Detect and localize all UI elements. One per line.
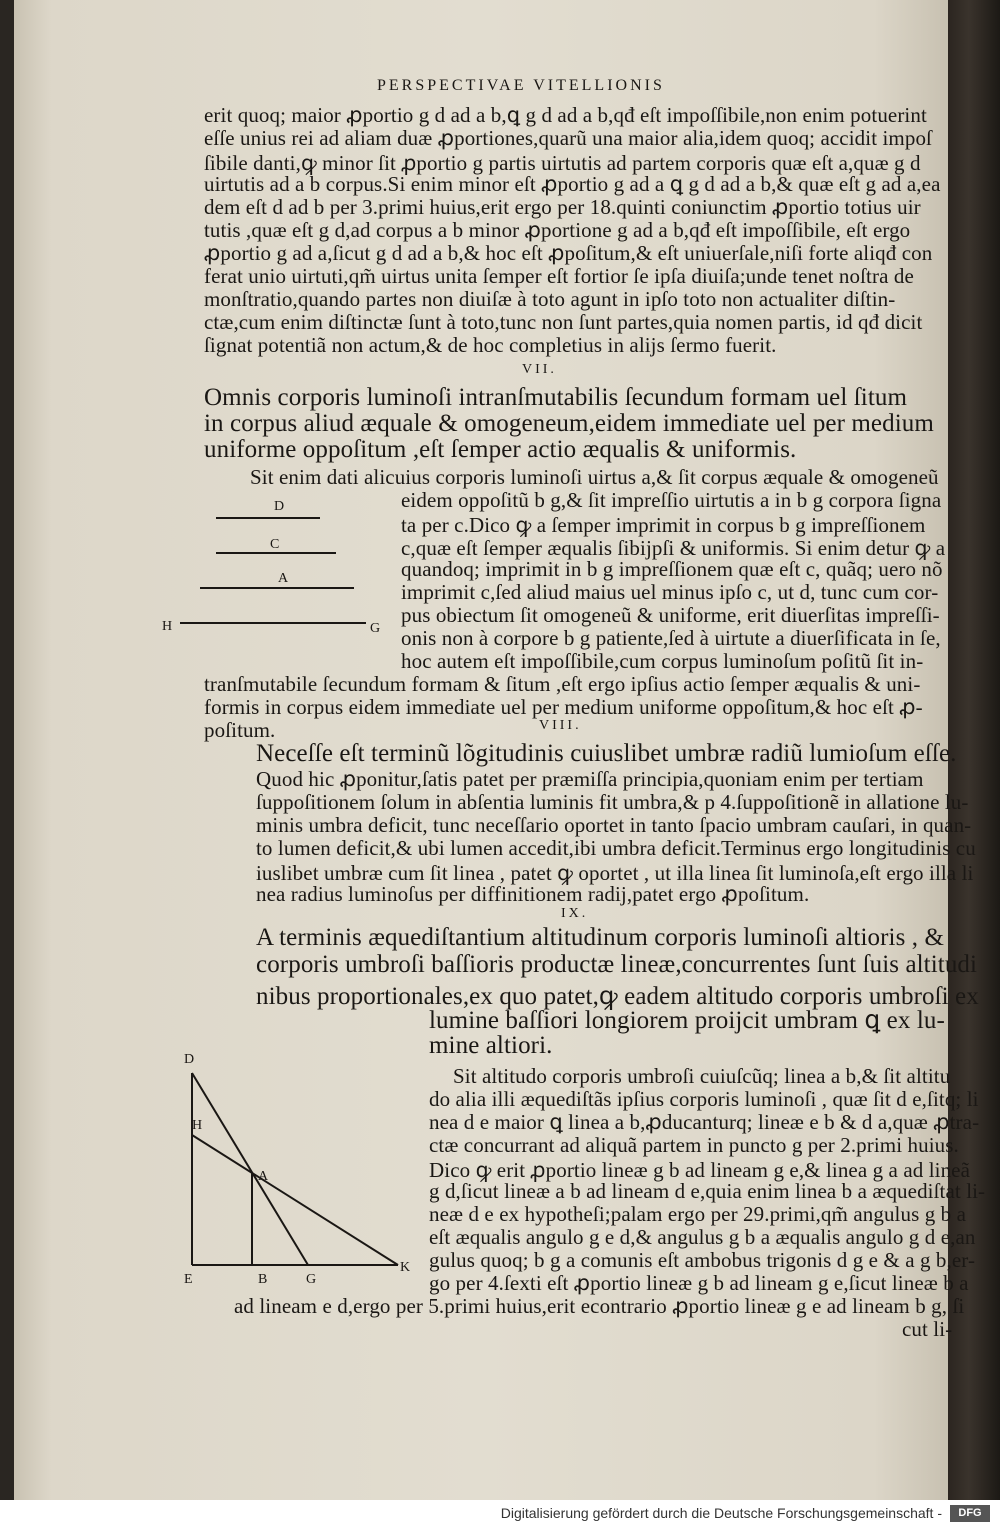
text-line: eſt æqualis angulo g e d,& angulus g b a æqualis angulo g d e,an	[429, 1225, 976, 1249]
proposition-text: in corpus aliud æquale & omogeneum,eidem immediate uel per medium	[204, 410, 934, 437]
text-line: ctæ concurrant ad aliquã partem in puncto g per 2.primi huius.	[429, 1133, 959, 1157]
text-line: c,quæ eſt ſemper æqualis ſibijpſi & uniformis. Si enim detur ꝙ a	[401, 536, 946, 560]
running-head: PERSPECTIVAE VITELLIONIS	[377, 77, 665, 94]
text-line: eſſe unius rei ad aliam duæ ꝓportiones,quarũ una maior alia,idem quoq; accidit impoſ	[204, 126, 932, 150]
text-line: iuslibet umbræ cum ſit linea , patet ꝙ oportet , ut illa linea ſit luminoſa,eſt ergo illa li	[256, 861, 974, 885]
proposition-text: lumine baſſiori longiorem proijcit umbram ꝗ ex lu-	[429, 1007, 945, 1034]
label-g: G	[306, 1272, 317, 1287]
text-line: nea d e maior ꝗ linea a b,ꝓducanturq; lineæ e b & d a,quæ ꝓtra-	[429, 1110, 980, 1134]
text-line: ſignat potentiã non actum,& de hoc completius in alijs ſermo fuerit.	[204, 333, 777, 357]
line-dg	[192, 1073, 308, 1265]
book-gutter	[0, 0, 14, 1500]
text-line: neæ d e ex hypotheſi;palam ergo per 29.primi,qm̃ angulus g b a	[429, 1202, 967, 1226]
text-line: onis non à corpore b g patiente,ſed à uirtute a diuerſificata in ſe,	[401, 626, 941, 650]
text-line: g d,ſicut lineæ a b ad lineam d e,quia enim linea b a æquediſtat li-	[429, 1179, 986, 1203]
text-line: minis umbra deficit, tunc neceſſario oportet in tanto ſpacio umbram cauſari, in quan-	[256, 813, 972, 837]
proposition-text: corporis umbroſi baſſioris productæ lineæ,concurrentes ſunt ſuis altitudi	[256, 951, 978, 978]
label-a: A	[278, 571, 289, 586]
proposition-number: VII.	[522, 362, 557, 377]
text-line: ctæ,cum enim diſtinctæ ſunt à toto,tunc non ſunt partes,quia nomen partis, id qđ dicit	[204, 310, 923, 334]
text-line: Sit enim dati alicuius corporis luminoſi uirtus a,& ſit corpus æquale & omogeneũ	[250, 465, 939, 489]
proposition-number: IX.	[561, 906, 589, 921]
text-line: poſitum.	[204, 718, 276, 742]
figure-lines	[154, 490, 394, 640]
text-line: monſtratio,quando partes non diuiſæ à toto agunt in ipſo toto non actualiter diſtin-	[204, 287, 896, 311]
text-line: ad lineam e d,ergo per 5.primi huius,erit econtrario ꝓportio lineæ g e ad lineam b g, ſi	[234, 1294, 965, 1318]
text-line: Sit altitudo corporis umbroſi cuiuſcũq; linea a b,& ſit altitu	[453, 1064, 951, 1088]
text-line: formis in corpus eidem immediate uel per medium uniforme oppoſitum,& hoc eſt ꝓ-	[204, 695, 923, 719]
text-line: dem eſt d ad b per 3.primi huius,erit ergo per 18.quinti coniunctim ꝓportio totius uir	[204, 195, 921, 219]
text-line: gulus quoq; b g a comunis eſt ambobus trigonis d g e & a g b,er-	[429, 1248, 976, 1272]
label-c: C	[270, 537, 280, 552]
dfg-logo: DFG	[950, 1505, 990, 1522]
proposition-text: Omnis corporis luminoſi intranſmutabilis ſecundum formam uel ſitum	[204, 384, 908, 411]
footer-bar	[0, 1500, 1000, 1527]
text-line: eidem oppoſitũ b g,& ſit impreſſio uirtutis a in b g corpora ſigna	[401, 488, 942, 512]
text-line: Quod hic ꝓponitur,ſatis patet per præmiſſa principia,quoniam enim per tertiam	[256, 767, 924, 791]
text-line: ferat unio uirtuti,qm̃ uirtus unita ſemper eſt fortior ſe ipſa diuiſa;unde tenet noſtra de	[204, 264, 914, 288]
text-line: nea radius luminoſus per diffinitionem radij,patet ergo ꝓpoſitum.	[256, 882, 810, 906]
text-line: to lumen deficit,& ubi lumen accedit,ibi umbra deficit.Terminus ergo longitudinis cu	[256, 836, 976, 860]
text-line: ſuppoſitionem ſolum in abſentia luminis fit umbra,& p 4.ſuppoſitionẽ in allatione lu-	[256, 790, 969, 814]
text-line: uirtutis ad a b corpus.Si enim minor eſt ꝓportio g ad a ꝗ g d ad a b,& quæ eſt g ad a,ea	[204, 172, 941, 196]
text-line: Dico ꝙ erit ꝓportio lineæ g b ad lineam g e,& linea g a ad lineã	[429, 1158, 971, 1182]
proposition-text: mine altiori.	[429, 1032, 553, 1059]
text-line: cut li-	[902, 1317, 953, 1341]
proposition-number: VIII.	[539, 718, 582, 733]
label-g: G	[370, 621, 381, 636]
label-b: B	[258, 1272, 268, 1287]
book-page	[14, 0, 986, 1500]
label-a: A	[258, 1169, 269, 1184]
text-line: tutis ,quæ eſt g d,ad corpus a b minor ꝓportione g ad a b,qđ eſt impoſſibile, eſt ergo	[204, 218, 911, 242]
text-line: ꝓportio g ad a,ſicut g d ad a b,& hoc eſt ꝓpoſitum,& eſt uniuerſale,niſi forte aliqđ con	[204, 241, 933, 265]
figure-shadow-triangle	[162, 1045, 422, 1285]
proposition-text: nibus proportionales,ex quo patet,ꝙ eadem altitudo corporis umbroſi ex	[256, 983, 979, 1010]
label-d: D	[184, 1052, 195, 1067]
proposition-text: Neceſſe eſt terminũ lõgitudinis cuiuslibet umbræ radiũ lumioſum eſſe.	[256, 740, 957, 767]
text-line: go per 4.ſexti eſt ꝓportio lineæ g b ad lineam g e,ſicut lineæ b a	[429, 1271, 969, 1295]
label-h: H	[162, 619, 173, 634]
line-hk	[192, 1135, 398, 1265]
text-line: ſibile danti,ꝙ minor ſit ꝓportio g partis uirtutis ad partem corporis quæ eſt a,quæ g d	[204, 151, 921, 175]
text-line: tranſmutabile ſecundum formam & ſitum ,eſt ergo ipſius actio ſemper æqualis & uni-	[204, 672, 921, 696]
text-line: do alia illi æquediſtãs ipſius corporis luminoſi , quæ ſit d e,ſitq; li	[429, 1087, 979, 1111]
text-line: hoc autem eſt impoſſibile,cum corpus luminoſum poſitũ ſit in-	[401, 649, 924, 673]
proposition-text: A terminis æquediſtantium altitudinum corporis luminoſi altioris , &	[256, 924, 945, 951]
label-e: E	[184, 1272, 193, 1287]
label-h: H	[192, 1118, 203, 1133]
footer-credit: Digitalisierung gefördert durch die Deutsche Forschungsgemeinschaft -	[500, 1505, 942, 1521]
label-d: D	[274, 499, 285, 514]
text-line: imprimit c,ſed aliud maius uel minus ipſo c, ut d, tunc cum cor-	[401, 580, 939, 604]
text-line: ta per c.Dico ꝙ a ſemper imprimit in corpus b g impreſſionem	[401, 513, 926, 537]
label-k: K	[400, 1260, 411, 1275]
text-line: quandoq; imprimit in b g impreſſionem quæ eſt c, quãq; uero nõ	[401, 557, 943, 581]
text-line: pus obiectum ſit omogeneũ & uniforme, erit diuerſitas impreſſi-	[401, 603, 940, 627]
text-line: erit quoq; maior ꝓportio g d ad a b,ꝗ g d ad a b,qđ eſt impoſſibile,non enim potuerint	[204, 103, 927, 127]
proposition-text: uniforme oppoſitum ,eſt ſemper actio æqualis & uniformis.	[204, 436, 797, 463]
